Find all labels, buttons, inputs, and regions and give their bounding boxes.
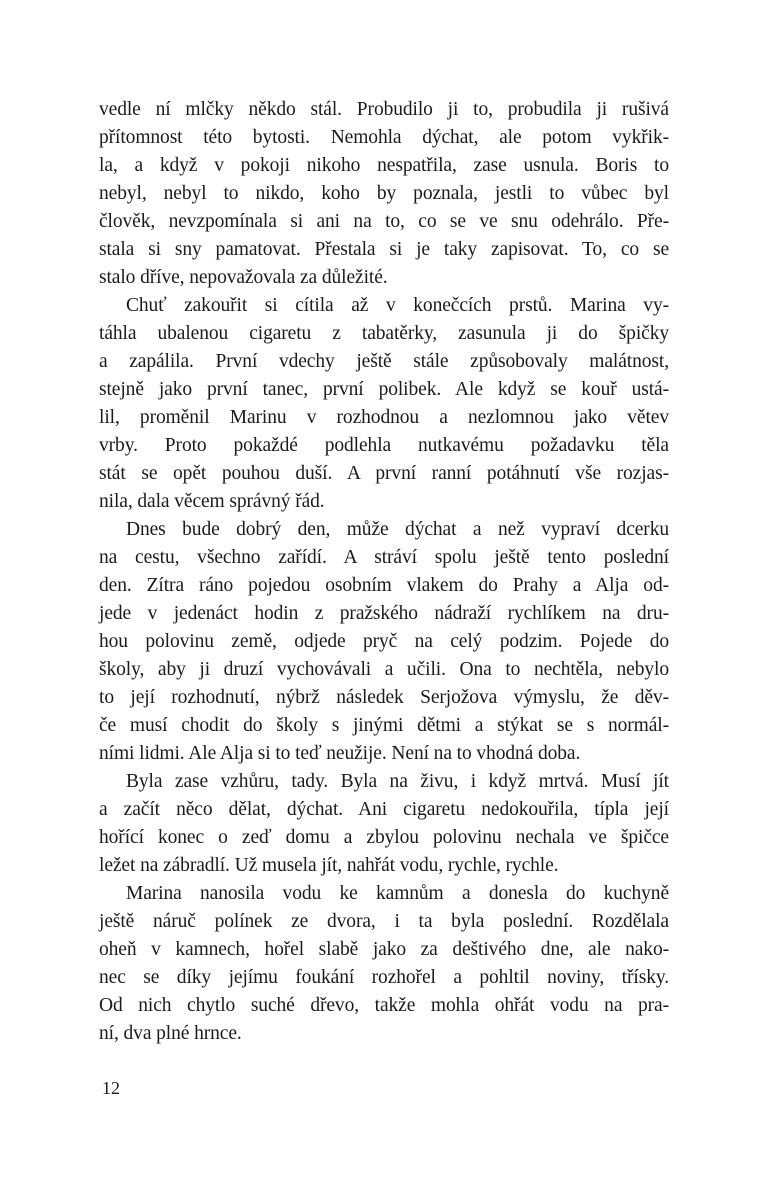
text-line: stala si sny pamatovat. Přestala si je taky zapisovat. To, co se xyxy=(99,239,669,260)
text-line: če musí chodit do školy s jinými dětmi a stýkat se s normál- xyxy=(99,715,669,736)
text-line: ležet na zábradlí. Už musela jít, nahřát vodu, rychle, rychle. xyxy=(99,855,559,876)
text-line: hou polovinu země, odjede pryč na celý podzim. Pojede do xyxy=(99,631,669,652)
text-line: jede v jedenáct hodin z pražského nádraží rychlíkem na dru- xyxy=(99,603,669,624)
text-line: táhla ubalenou cigaretu z tabatěrky, zasunula ji do špičky xyxy=(99,323,669,344)
text-line: to její rozhodnutí, nýbrž následek Serjožova výmyslu, že děv- xyxy=(99,687,669,708)
paragraph xyxy=(99,292,669,516)
text-line: člověk, nevzpomínala si ani na to, co se ve snu odehrálo. Pře- xyxy=(99,211,669,232)
text-line: lil, proměnil Marinu v rozhodnou a nezlomnou jako větev xyxy=(99,407,669,428)
text-line: hořící konec o zeď domu a zbylou polovinu nechala ve špičce xyxy=(99,827,669,848)
text-line: Byla zase vzhůru, tady. Byla na živu, i když mrtvá. Musí jít xyxy=(126,771,669,792)
text-line: stalo dříve, nepovažovala za důležité. xyxy=(99,267,388,288)
text-line: vedle ní mlčky někdo stál. Probudilo ji to, probudila ji rušivá xyxy=(99,99,669,120)
text-line: ními lidmi. Ale Alja si to teď neužije. Není na to vhodná doba. xyxy=(99,743,581,764)
text-line: ještě náruč polínek ze dvora, i ta byla poslední. Rozdělala xyxy=(99,911,669,932)
paragraph xyxy=(99,516,669,768)
text-line: ní, dva plné hrnce. xyxy=(99,1023,242,1044)
text-line: stát se opět pouhou duší. A první ranní potáhnutí vše rozjas- xyxy=(99,463,669,484)
text-line: vrby. Proto pokaždé podlehla nutkavému požadavku těla xyxy=(99,435,669,456)
text-line: den. Zítra ráno pojedou osobním vlakem do Prahy a Alja od- xyxy=(99,575,669,596)
text-line: Marina nanosila vodu ke kamnům a donesla do kuchyně xyxy=(126,883,669,904)
paragraph xyxy=(99,880,669,1048)
text-line: oheň v kamnech, hořel slabě jako za deštivého dne, ale nako- xyxy=(99,939,669,960)
page-text-block xyxy=(99,96,669,1048)
paragraph xyxy=(99,96,669,292)
text-line: la, a když v pokoji nikoho nespatřila, zase usnula. Boris to xyxy=(99,155,669,176)
page-number: 12 xyxy=(102,1078,120,1098)
text-line: nebyl, nebyl to nikdo, koho by poznala, jestli to vůbec byl xyxy=(99,183,669,204)
text-line: a zapálila. První vdechy ještě stále způsobovaly malátnost, xyxy=(99,351,669,372)
text-line: Od nich chytlo suché dřevo, takže mohla ohřát vodu na pra- xyxy=(99,995,669,1016)
paragraph xyxy=(99,768,669,880)
text-line: na cestu, všechno zařídí. A stráví spolu ještě tento poslední xyxy=(99,547,669,568)
text-line: nila, dala věcem správný řád. xyxy=(99,491,325,512)
text-line: Chuť zakouřit si cítila až v konečcích prstů. Marina vy- xyxy=(126,295,669,316)
text-line: Dnes bude dobrý den, může dýchat a než vypraví dcerku xyxy=(126,519,669,540)
text-line: a začít něco dělat, dýchat. Ani cigaretu nedokouřila, típla její xyxy=(99,799,669,820)
text-line: nec se díky jejímu foukání rozhořel a pohltil noviny, třísky. xyxy=(99,967,669,988)
text-line: školy, aby ji druzí vychovávali a učili. Ona to nechtěla, nebylo xyxy=(99,659,669,680)
text-line: stejně jako první tanec, první polibek. Ale když se kouř ustá- xyxy=(99,379,669,400)
text-line: přítomnost této bytosti. Nemohla dýchat, ale potom vykřik- xyxy=(99,127,669,148)
